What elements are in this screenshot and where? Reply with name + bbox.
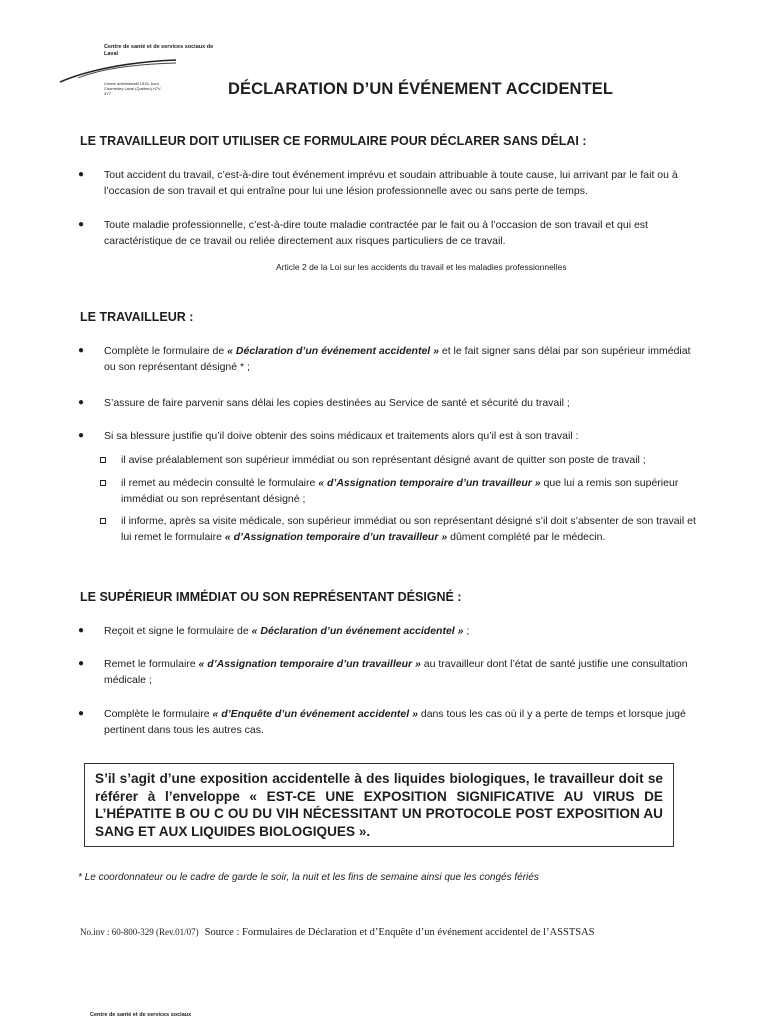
sub-item-text: dûment complété par le médecin. bbox=[447, 531, 606, 543]
list-item bbox=[78, 217, 696, 249]
sub-item-text: que lui a remis son supérieur immédiat ou son représentant désigné ; bbox=[121, 477, 679, 505]
bullet-icon: ● bbox=[78, 397, 85, 408]
bullet-text: et le fait signer sans délai par son supérieur immédiat ou son représentant désigné * ; bbox=[104, 345, 691, 373]
list-item bbox=[78, 623, 696, 639]
bullet-text: Remet le formulaire bbox=[104, 658, 199, 670]
form-name: « d’Assignation temporaire d’un travailleur » bbox=[224, 531, 448, 543]
inventory-number: No.inv : 60-800-329 (Rev.01/07) bbox=[80, 927, 199, 937]
form-name: « Déclaration d’un événement accidentel » bbox=[251, 625, 464, 637]
source-note: Source : Formulaires de Déclaration et d’Enquête d’un événement accidentel de l’ASSTSAS bbox=[204, 927, 595, 938]
square-bullet-icon bbox=[100, 518, 106, 524]
logo-org-name: Centre de santé et de services sociaux de Laval bbox=[104, 44, 214, 57]
form-name: « d’Assignation temporaire d’un travailleur » bbox=[198, 658, 421, 670]
bullet-text: Complète le formulaire bbox=[104, 708, 213, 720]
logo-address: Centre administratif 1515, boul. Chomedey Laval (Québec) H7V 3Y7 bbox=[104, 81, 161, 96]
sub-list-item bbox=[121, 513, 696, 545]
biological-exposure-notice: S’il s’agit d’une exposition accidentelle à des liquides biologiques, le travailleur doit se référer à l’enveloppe « EST-CE UNE EXPOSITION SIGNIFICATIVE AU VIRUS DE L’HÉPATITE B OU C OU DU VIH NÉCESSITANT UN PROTOCOLE POST EXPOSITION AU SANG ET AUX LIQUIDES BIOLOGIQUES ». bbox=[84, 763, 674, 847]
bullet-text: Tout accident du travail, c’est-à-dire tout événement imprévu et soudain attribuable à toute cause, lui arrivant par le fait ou à l’occasion de son travail et qui entraîne pour lui une lésion professionnelle avec ou sans perte de temps. bbox=[104, 169, 678, 197]
sub-item-text: il informe, après sa visite médicale, son supérieur immédiat ou son représentant désigné s’il doit s’absenter de son travail et lui remet le formulaire bbox=[121, 515, 696, 543]
sub-item-text: il remet au médecin consulté le formulaire bbox=[121, 477, 319, 489]
bullet-text: au travailleur dont l’état de santé justifie une consultation médicale ; bbox=[104, 658, 688, 686]
footnote: * Le coordonnateur ou le cadre de garde le soir, la nuit et les fins de semaine ainsi que les congés fériés bbox=[78, 872, 539, 883]
bullet-text: Complète le formulaire de bbox=[104, 345, 228, 357]
form-name: « d’Assignation temporaire d’un travailleur » bbox=[318, 477, 541, 489]
section-heading-supervisor: LE SUPÉRIEUR IMMÉDIAT OU SON REPRÉSENTANT DÉSIGNÉ : bbox=[80, 590, 462, 604]
bullet-icon: ● bbox=[78, 345, 85, 356]
sub-item-text: il avise préalablement son supérieur immédiat ou son représentant désigné avant de quitter son poste de travail ; bbox=[121, 454, 646, 466]
section-heading-worker: LE TRAVAILLEUR : bbox=[80, 310, 194, 324]
bullet-icon: ● bbox=[78, 430, 85, 441]
bullet-text: S’assure de faire parvenir sans délai les copies destinées au Service de santé et sécurité du travail ; bbox=[104, 397, 570, 409]
list-item bbox=[78, 706, 696, 738]
list-item bbox=[78, 428, 696, 444]
bullet-text: Toute maladie professionnelle, c’est-à-dire toute maladie contractée par le fait ou à l’occasion de son travail et qui est caractéristique de ce travail ou reliée directement aux risques particuliers de ce travail. bbox=[104, 219, 648, 247]
form-reference bbox=[80, 927, 595, 938]
sub-list-item bbox=[121, 475, 696, 507]
bullet-icon: ● bbox=[78, 658, 85, 669]
list-item bbox=[78, 343, 696, 375]
section-heading-declaration: LE TRAVAILLEUR DOIT UTILISER CE FORMULAIRE POUR DÉCLARER SANS DÉLAI : bbox=[80, 134, 587, 148]
article-reference: Article 2 de la Loi sur les accidents du travail et les maladies professionnelles bbox=[276, 262, 567, 272]
square-bullet-icon bbox=[100, 480, 106, 486]
bullet-text: Reçoit et signe le formulaire de bbox=[104, 625, 252, 637]
bullet-text: ; bbox=[463, 625, 470, 637]
bottom-org-name: Centre de santé et de services sociaux bbox=[90, 1012, 192, 1018]
logo-swoosh-icon bbox=[58, 56, 178, 84]
bullet-icon: ● bbox=[78, 708, 85, 719]
organization-logo bbox=[58, 40, 228, 106]
bullet-icon: ● bbox=[78, 219, 85, 230]
list-item bbox=[78, 395, 696, 411]
list-item bbox=[78, 656, 696, 688]
form-name: « Déclaration d’un événement accidentel » bbox=[227, 345, 439, 357]
list-item bbox=[78, 167, 696, 199]
square-bullet-icon bbox=[100, 457, 106, 463]
bullet-text: Si sa blessure justifie qu’il doive obtenir des soins médicaux et traitements alors qu’il est à son travail : bbox=[104, 430, 579, 442]
sub-list-item bbox=[121, 452, 696, 468]
form-name: « d’Enquête d’un événement accidentel » bbox=[212, 708, 418, 720]
document-title: DÉCLARATION D’UN ÉVÉNEMENT ACCIDENTEL bbox=[228, 80, 614, 98]
bullet-icon: ● bbox=[78, 625, 85, 636]
bullet-text: dans tous les cas où il y a perte de temps et lorsque jugé pertinent dans tous les autres cas. bbox=[104, 708, 686, 736]
bullet-icon: ● bbox=[78, 169, 85, 180]
